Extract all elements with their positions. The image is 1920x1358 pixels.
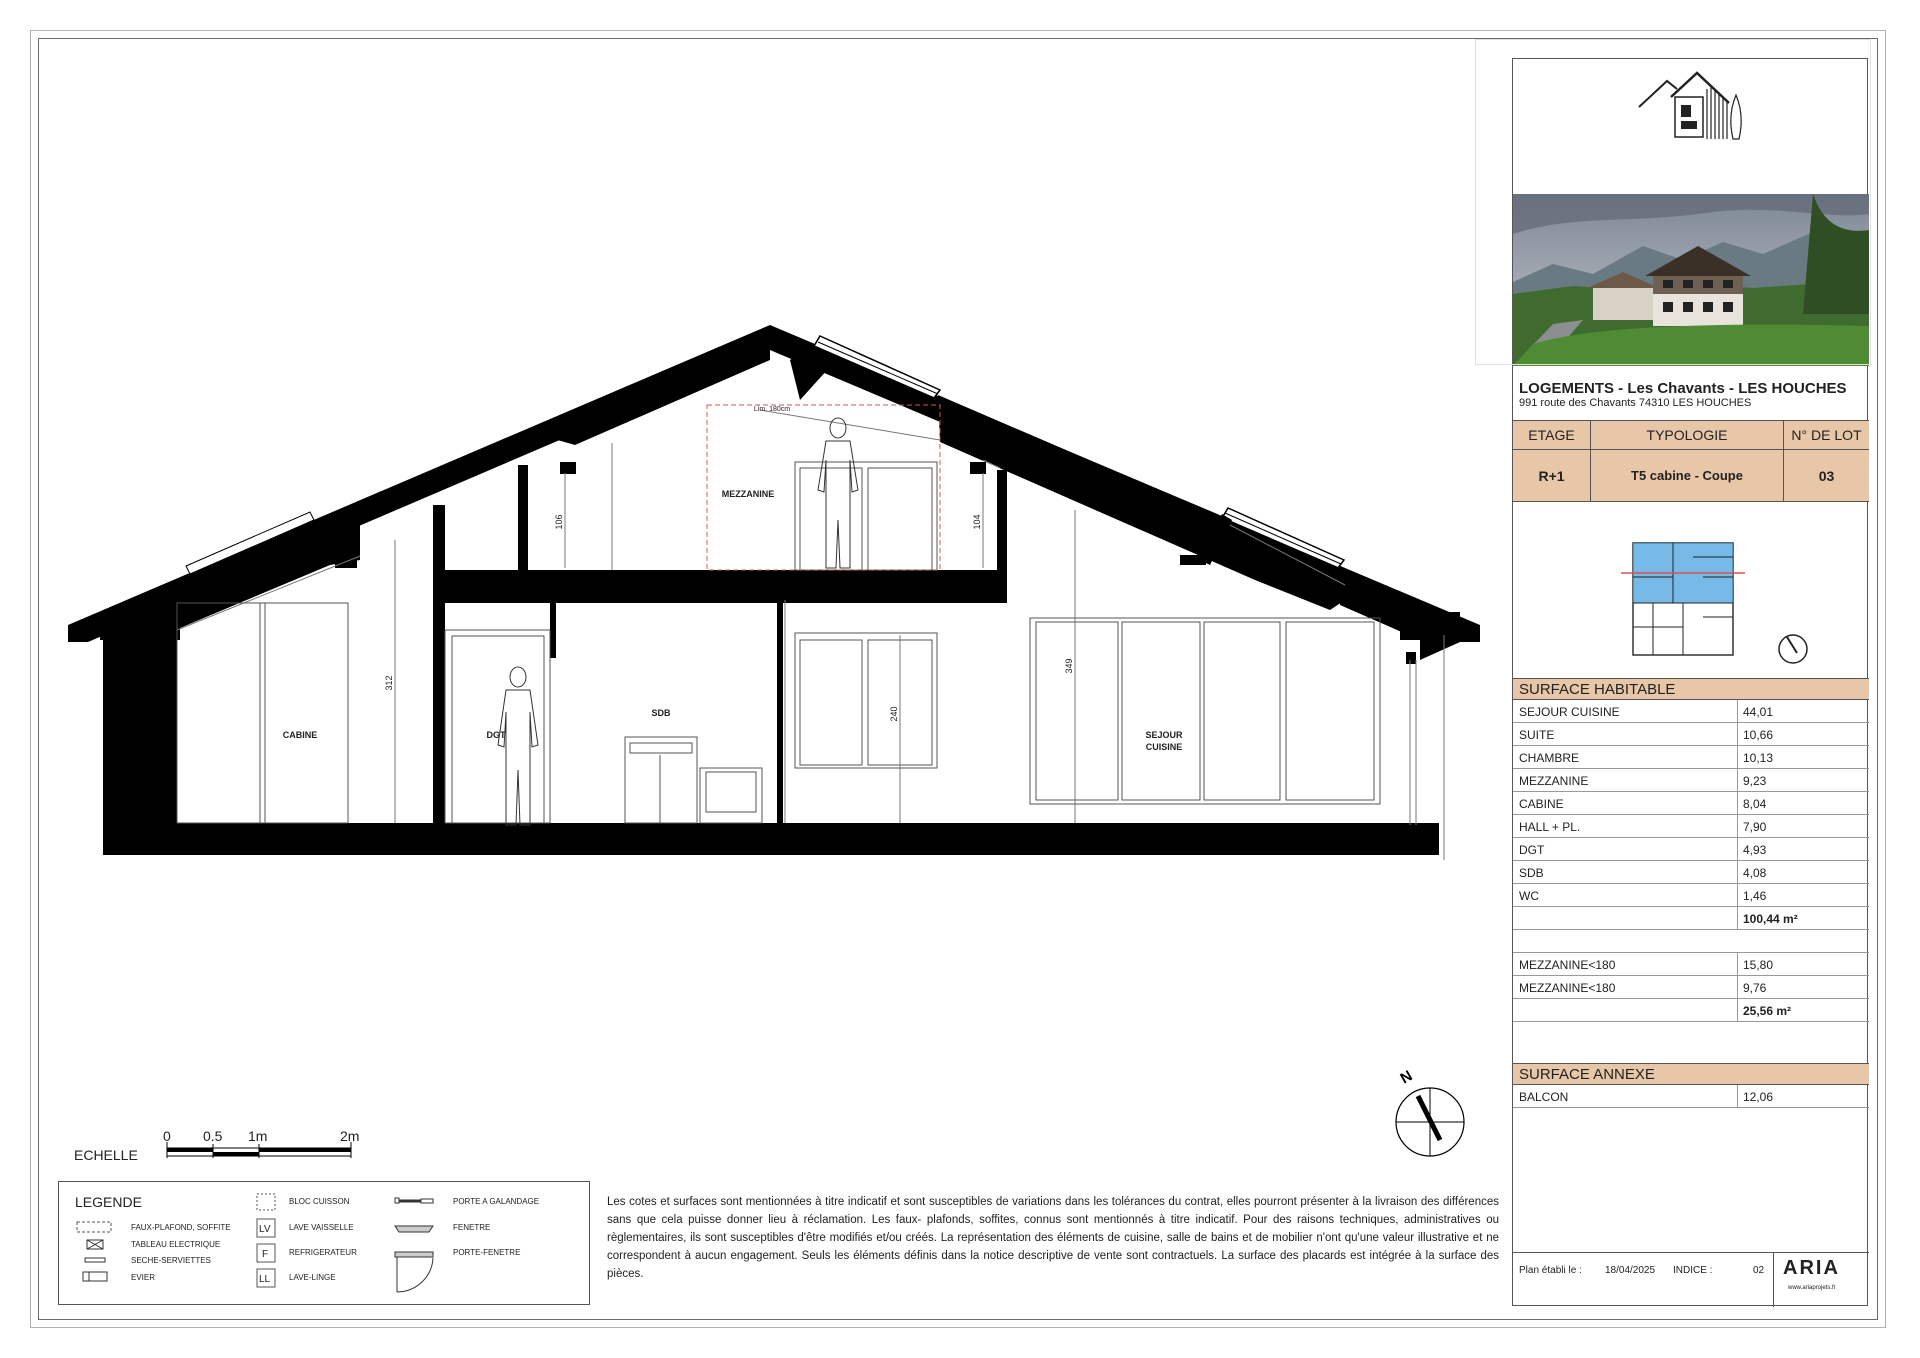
surface-annexe-header: SURFACE ANNEXE — [1513, 1063, 1869, 1085]
scale-tick-0-5: 0.5 — [203, 1128, 223, 1144]
project-title: LOGEMENTS - Les Chavants - LES HOUCHES — [1519, 380, 1847, 397]
mezz-row: MEZZANINE<180 9,76 — [1513, 976, 1869, 999]
dim-240: 240 — [889, 706, 899, 722]
legend-icons-col3 — [393, 1192, 437, 1302]
room-label-dgt: DGT — [486, 730, 506, 740]
legend-faux-plafond: FAUX-PLAFOND, SOFFITE — [131, 1223, 231, 1232]
legend-evier: EVIER — [131, 1273, 156, 1282]
mezz-total-row: 25,56 m² — [1513, 999, 1869, 1022]
scale-tick-2m: 2m — [340, 1128, 360, 1144]
surface-row: WC 1,46 — [1513, 884, 1869, 907]
disclaimer-text: Les cotes et surfaces sont mentionnées à titre indicatif et sont susceptibles de variations dans les tolérances du contrat, elles pourront présenter à la livraison des différences sans que cela puisse donner lieu à réclamation. Les faux- plafonds, soffites, connus sont mentionnés à titre indicatif. Pour des raisons techniques, administratives ou règlementaires, ils sont susceptibles d'être modifiés et/ou créés. La représentation des éléments de cuisine, salle de bains et de mobilier n'ont qu'une valeur illustrative et ne correspondent à aucun engagement. Seuls les éléments définis dans la notice descriptive de vente sont contractuels. La surface des placards est intégrée à la surface des pièces. — [607, 1196, 1499, 1280]
room-label-cabine: CABINE — [282, 730, 318, 740]
legend-porte-galandage: PORTE A GALANDAGE — [453, 1197, 540, 1206]
scale-label: ECHELLE — [74, 1147, 138, 1163]
room-label-mezzanine: MEZZANINE — [721, 489, 775, 499]
header-etage: ETAGE — [1513, 421, 1591, 449]
surface-total-row: 100,44 m² — [1513, 907, 1869, 930]
legend-code-lv: LV — [259, 1224, 271, 1235]
indice-label: INDICE : — [1673, 1265, 1713, 1276]
dim-349: 349 — [1064, 658, 1074, 674]
person-mezzanine — [818, 418, 858, 568]
skylight-center — [790, 336, 940, 400]
legend-icons-col2 — [255, 1192, 279, 1302]
person-dgt — [498, 667, 538, 825]
window-center — [795, 633, 937, 768]
annexe-row: BALCON 12,06 — [1513, 1085, 1869, 1108]
plan-date-label: Plan établi le : — [1519, 1265, 1582, 1276]
sejour-windows — [1030, 618, 1380, 804]
floor-slab — [103, 823, 1439, 855]
value-etage: R+1 — [1513, 450, 1591, 501]
surface-row: CHAMBRE 10,13 — [1513, 746, 1869, 769]
legend-code-ll: LL — [259, 1274, 271, 1285]
header-typologie: TYPOLOGIE — [1591, 421, 1784, 449]
surface-row: MEZZANINE 9,23 — [1513, 769, 1869, 792]
project-photo — [1513, 194, 1869, 366]
legend-code-f: F — [262, 1249, 269, 1260]
project-address: 991 route des Chavants 74310 LES HOUCHES — [1519, 397, 1752, 409]
left-wall — [103, 625, 177, 855]
scale-tick-1m: 1m — [248, 1128, 268, 1144]
surface-blank-row — [1513, 930, 1869, 953]
surface-habitable-header: SURFACE HABITABLE — [1513, 678, 1869, 700]
scale-bar — [167, 1142, 351, 1158]
info-value-row — [1513, 450, 1869, 502]
surface-row: CABINE 8,04 — [1513, 792, 1869, 815]
room-label-cuisine: CUISINE — [1145, 742, 1183, 752]
indice-value: 02 — [1753, 1265, 1765, 1276]
dim-104: 104 — [972, 514, 982, 530]
legend-tableau-electrique: TABLEAU ELECTRIQUE — [131, 1240, 221, 1249]
dim-106: 106 — [554, 514, 564, 530]
architect-logo: ARIA — [1783, 1257, 1840, 1279]
surface-row: SEJOUR CUISINE 44,01 — [1513, 700, 1869, 723]
surface-row: SUITE 10,66 — [1513, 723, 1869, 746]
mezz-blank-row — [1513, 1022, 1869, 1045]
sdb-furniture — [625, 737, 762, 823]
dim-312: 312 — [384, 675, 394, 691]
legend — [58, 1181, 590, 1305]
cabine-wardrobe — [177, 603, 348, 823]
plan-footer — [1513, 1252, 1869, 1307]
legend-seche-serviettes: SECHE-SERVIETTES — [131, 1256, 211, 1265]
legend-refrigerateur: REFRIGERATEUR — [289, 1248, 357, 1257]
legend-bloc-cuisson: BLOC CUISSON — [289, 1197, 350, 1206]
info-header-row — [1513, 420, 1869, 450]
compass — [1396, 1088, 1464, 1156]
brand-logo-icon — [1637, 67, 1747, 147]
key-plan — [1593, 537, 1813, 667]
dgt-door — [445, 630, 550, 823]
window-mezzanine — [795, 462, 937, 570]
legend-title: LEGENDE — [75, 1194, 142, 1210]
legend-lave-vaisselle: LAVE VAISSELLE — [289, 1223, 354, 1232]
room-label-sdb: SDB — [651, 708, 671, 718]
mezzanine-limit — [707, 405, 940, 570]
surface-row: SDB 4,08 — [1513, 861, 1869, 884]
value-typologie: T5 cabine - Coupe — [1591, 450, 1784, 501]
mezzanine-note: Lim. 180cm — [753, 406, 791, 413]
legend-icons-col1 — [75, 1220, 115, 1292]
plan-date: 18/04/2025 — [1605, 1265, 1656, 1276]
room-label-sejour: SEJOUR — [1145, 730, 1183, 740]
surface-row: DGT 4,93 — [1513, 838, 1869, 861]
value-lot: 03 — [1818, 467, 1835, 484]
surface-row: HALL + PL. 7,90 — [1513, 815, 1869, 838]
header-lot: N° DE LOT — [1791, 427, 1862, 443]
compass-north-label: N — [1397, 1067, 1416, 1088]
title-block — [1512, 58, 1868, 1306]
architect-url: www.ariaprojets.fr — [1788, 1285, 1836, 1291]
legend-fenetre: FENETRE — [453, 1223, 491, 1232]
scale-tick-0: 0 — [163, 1128, 171, 1144]
mezz-row: MEZZANINE<180 15,80 — [1513, 953, 1869, 976]
legend-lave-linge: LAVE-LINGE — [289, 1273, 336, 1282]
legend-porte-fenetre: PORTE-FENETRE — [453, 1248, 521, 1257]
